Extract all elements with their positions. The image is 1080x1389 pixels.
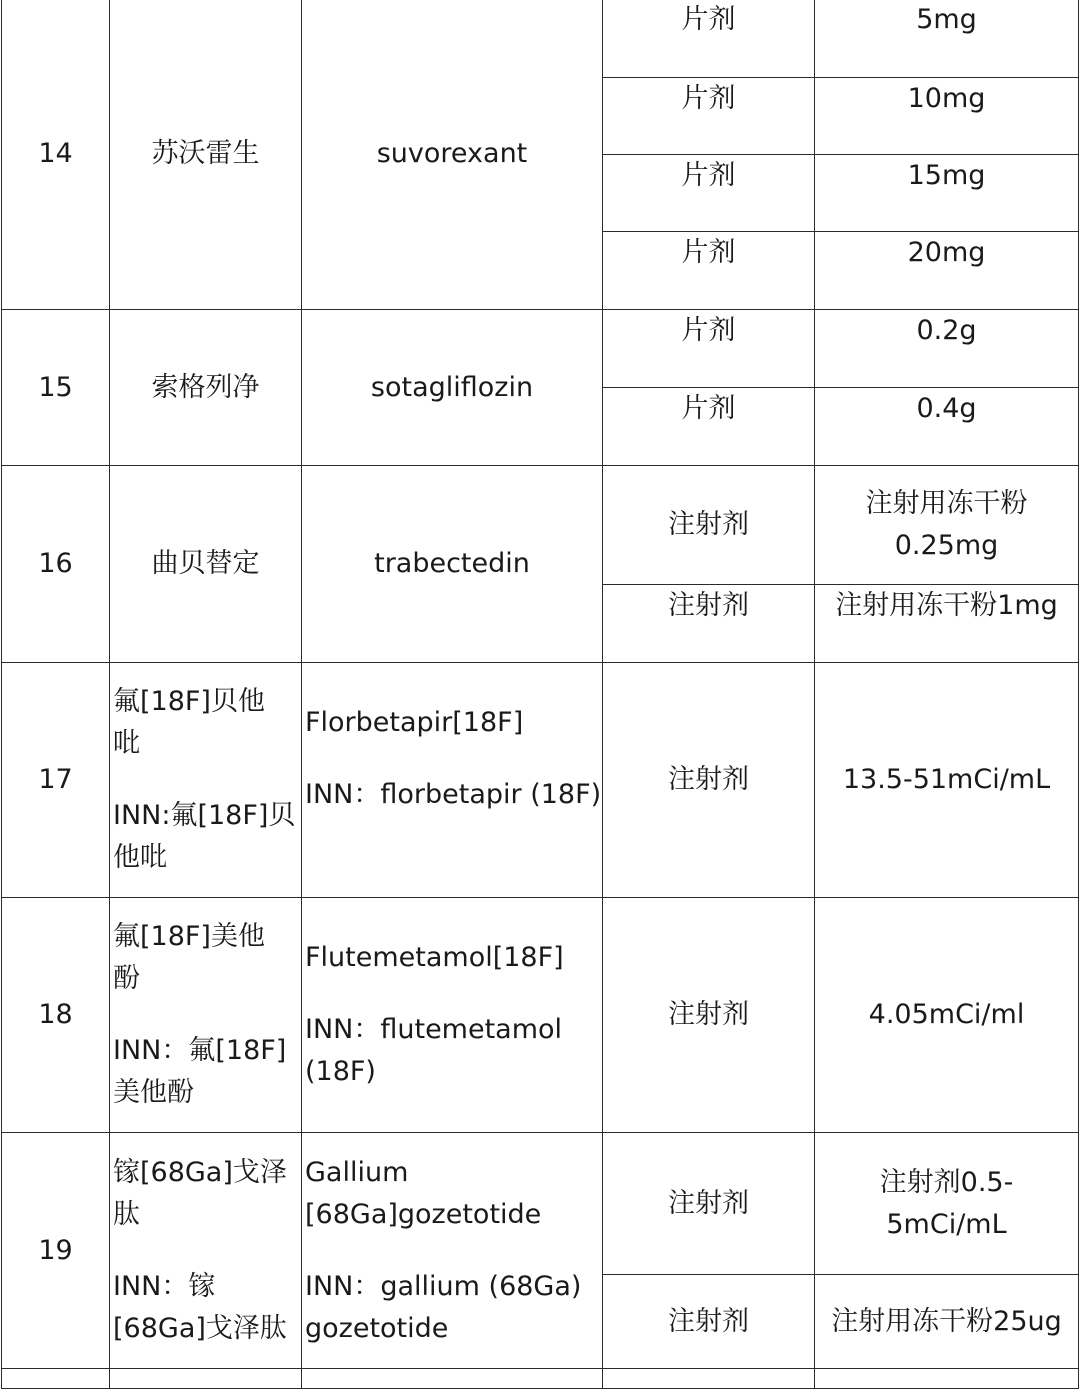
drug-name-cn: 曲贝替定 xyxy=(110,466,302,663)
dosage-form: 注射剂 xyxy=(603,663,815,898)
cn-name-line: 吡 xyxy=(113,728,140,759)
drug-name-en xyxy=(302,898,603,1133)
drug-name-en: suvorexant xyxy=(302,0,603,310)
drug-name-cn: 苏沃雷生 xyxy=(110,0,302,310)
en-name-line: Florbetapir[18F] xyxy=(305,707,524,738)
row-number: 14 xyxy=(2,0,110,310)
en-name-line: Gallium xyxy=(305,1156,409,1188)
cn-inn-line: 美他酚 xyxy=(113,1077,194,1108)
dosage-form: 片剂 xyxy=(603,155,815,232)
table-row xyxy=(2,310,1079,388)
table-row xyxy=(2,466,1079,585)
cn-name-line: 酚 xyxy=(113,963,140,994)
cn-inn-line: [68Ga]戈泽肽 xyxy=(113,1312,287,1344)
en-inn-line: INN：florbetapir (18F) xyxy=(305,779,602,810)
table-row xyxy=(2,663,1079,898)
specification xyxy=(815,466,1079,585)
drug-name-cn: 索格列净 xyxy=(110,310,302,466)
cn-name-line: 氟[18F]贝他 xyxy=(113,686,265,717)
row-number: 18 xyxy=(2,898,110,1133)
dosage-form: 片剂 xyxy=(603,310,815,388)
specification: 注射用冻干粉25ug xyxy=(815,1275,1079,1369)
specification: 15mg xyxy=(815,155,1079,232)
specification: 5mg xyxy=(815,0,1079,78)
specification: 0.2g xyxy=(815,310,1079,388)
dosage-form: 片剂 xyxy=(603,0,815,78)
en-inn-line: INN：gallium (68Ga) xyxy=(305,1270,582,1302)
en-name-line: Flutemetamol[18F] xyxy=(305,942,564,973)
specification: 注射用冻干粉1mg xyxy=(815,585,1079,663)
row-number: 15 xyxy=(2,310,110,466)
spec-line: 0.25mg xyxy=(894,530,999,561)
row-number: 19 xyxy=(2,1133,110,1369)
cn-inn-line: INN：氟[18F] xyxy=(113,1035,287,1066)
drug-name-cn xyxy=(110,898,302,1133)
row-number: 16 xyxy=(2,466,110,663)
specification: 4.05mCi/ml xyxy=(815,898,1079,1133)
dosage-form: 注射剂 xyxy=(603,585,815,663)
drug-name-en xyxy=(302,1133,603,1369)
en-inn-line: (18F) xyxy=(305,1056,376,1087)
drug-name-en xyxy=(302,663,603,898)
dosage-form: 注射剂 xyxy=(603,898,815,1133)
cn-inn-line: 他吡 xyxy=(113,842,167,873)
cn-name-line: 氟[18F]美他 xyxy=(113,921,265,952)
table-row xyxy=(2,0,1079,78)
table-row xyxy=(2,898,1079,1133)
drug-name-en: trabectedin xyxy=(302,466,603,663)
cn-inn-line: INN：镓 xyxy=(113,1270,216,1302)
cn-name-line: 镓[68Ga]戈泽 xyxy=(113,1156,287,1188)
row-number: 17 xyxy=(2,663,110,898)
spec-line: 5mCi/mL xyxy=(886,1208,1007,1240)
dosage-form: 注射剂 xyxy=(603,1275,815,1369)
en-inn-line: gozetotide xyxy=(305,1312,449,1344)
spec-line: 注射用冻干粉 xyxy=(865,488,1028,519)
drug-name-cn xyxy=(110,663,302,898)
specification: 10mg xyxy=(815,78,1079,155)
dosage-form: 片剂 xyxy=(603,388,815,466)
cn-name-line: 肽 xyxy=(113,1198,140,1230)
specification: 0.4g xyxy=(815,388,1079,466)
en-inn-line: INN：flutemetamol xyxy=(305,1014,563,1045)
specification: 20mg xyxy=(815,232,1079,310)
drug-name-en: sotagliflozin xyxy=(302,310,603,466)
specification xyxy=(815,1133,1079,1275)
cn-inn-line: INN:氟[18F]贝 xyxy=(113,800,296,831)
dosage-form: 片剂 xyxy=(603,232,815,310)
drug-spec-table xyxy=(1,0,1079,1389)
dosage-form: 注射剂 xyxy=(603,466,815,585)
spec-line: 注射剂0.5- xyxy=(879,1166,1014,1198)
drug-name-cn xyxy=(110,1133,302,1369)
dosage-form: 片剂 xyxy=(603,78,815,155)
dosage-form: 注射剂 xyxy=(603,1133,815,1275)
specification: 13.5-51mCi/mL xyxy=(815,663,1079,898)
en-name-line: [68Ga]gozetotide xyxy=(305,1198,542,1230)
table-row xyxy=(2,1133,1079,1275)
